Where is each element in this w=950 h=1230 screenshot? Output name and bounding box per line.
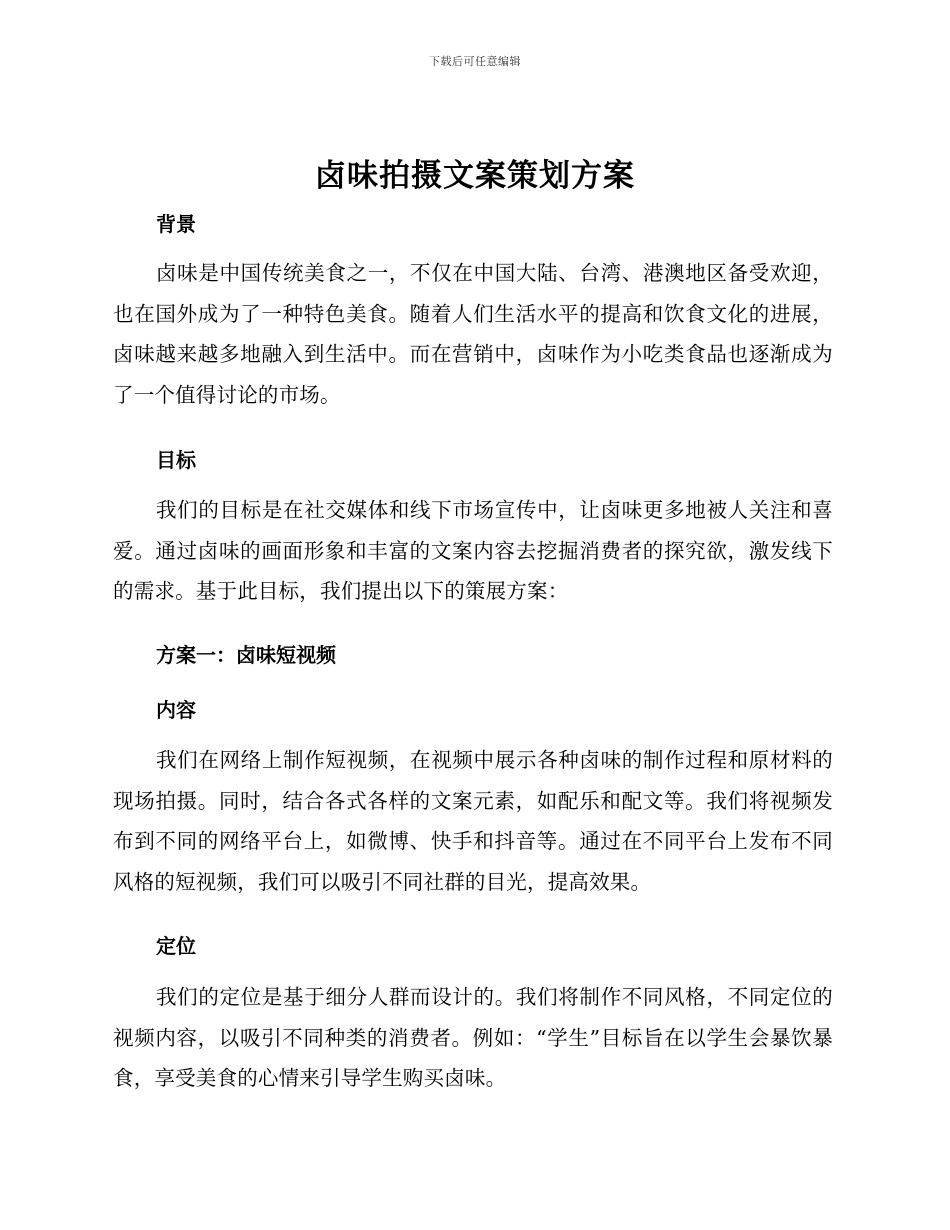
section-body-goal: 我们的目标是在社交媒体和线下市场宣传中，让卤味更多地被人关注和喜爱。通过卤味的画面形象和丰富的文案内容去挖掘消费者的探究欲，激发线下的需求。基于此目标，我们提出以下的策展方案： bbox=[113, 498, 833, 603]
section-heading-background: 背景 bbox=[156, 212, 196, 236]
section-body-content: 我们在网络上制作短视频，在视频中展示各种卤味的制作过程和原材料的现场拍摄。同时，结合各式各样的文案元素，如配乐和配文等。我们将视频发布到不同的网络平台上，如微博、快手和抖音等。通过在不同平台上发布不同风格的短视频，我们可以吸引不同社群的目光，提高效果。 bbox=[113, 748, 833, 894]
page-header: 下载后可任意编辑 bbox=[429, 55, 521, 68]
section-heading-content: 内容 bbox=[156, 698, 196, 722]
section-body-positioning: 我们的定位是基于细分人群而设计的。我们将制作不同风格，不同定位的视频内容，以吸引不同种类的消费者。例如：“学生”目标旨在以学生会暴饮暴食，享受美食的心情来引导学生购买卤味。 bbox=[113, 985, 833, 1090]
section-heading-positioning: 定位 bbox=[156, 934, 196, 958]
section-heading-plan-one: 方案一：卤味短视频 bbox=[156, 643, 336, 667]
document-title: 卤味拍摄文案策划方案 bbox=[315, 158, 635, 194]
section-body-background: 卤味是中国传统美食之一，不仅在中国大陆、台湾、港澳地区备受欢迎，也在国外成为了一种特色美食。随着人们生活水平的提高和饮食文化的进展，卤味越来越多地融入到生活中。而在营销中，卤味作为小吃类食品也逐渐成为了一个值得讨论的市场。 bbox=[113, 261, 833, 407]
section-heading-goal: 目标 bbox=[156, 448, 196, 472]
